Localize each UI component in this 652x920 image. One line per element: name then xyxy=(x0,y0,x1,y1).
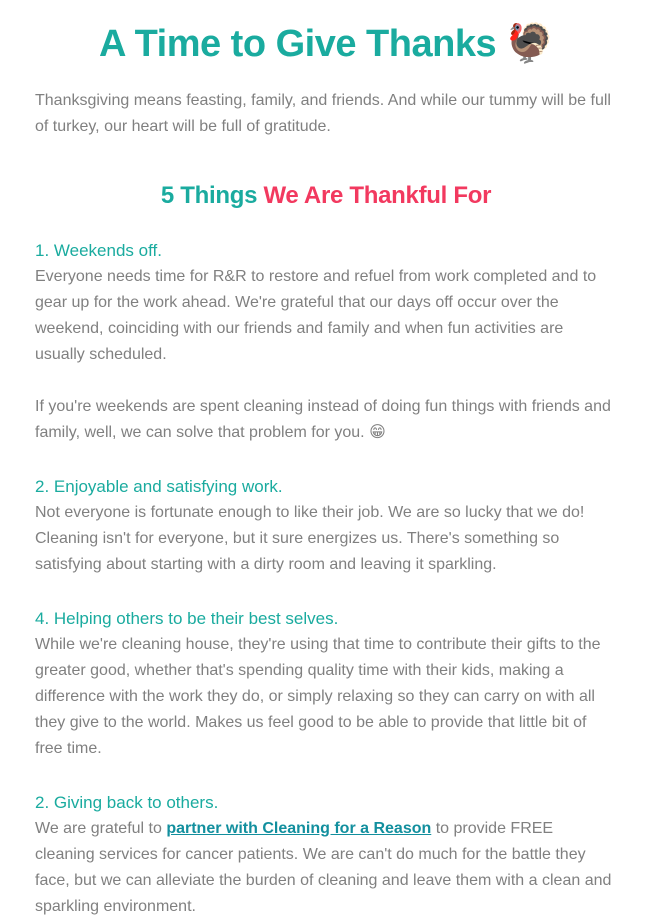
link-paragraph-after: to provide FREE cleaning services for cancer patients. We are can't do much for the battle they face, but we can alleviate the burden of cleaning and leave them with a clean and sparkling environment. xyxy=(35,820,612,915)
subheading-pink-part: We Are Thankful For xyxy=(263,182,492,209)
subheading-teal-part: 5 Things xyxy=(160,182,264,209)
page-title: A Time to Give Thanks 🦃 xyxy=(99,23,553,65)
section-paragraph: If you're weekends are spent cleaning instead of doing fun things with friends and family, well, we can solve that problem for you. 😁 xyxy=(35,398,611,441)
section-paragraph: While we're cleaning house, they're using that time to contribute their gifts to the greater good, whether that's spending quality time with their kids, making a difference with the work they do, or simply relaxing so they can carry on with all they give to the world. Makes us feel good to be able to provide that little bit of free time. xyxy=(35,636,601,757)
subheading xyxy=(35,182,617,210)
link-paragraph-before: We are grateful to xyxy=(35,820,167,837)
section-enjoyable-work xyxy=(35,474,617,578)
section-paragraph: Not everyone is fortunate enough to like their job. We are so lucky that we do! Cleaning isn't for everyone, but it sure energizes us. There's something so satisfying about starting with a dirty room and leaving it sparkling. xyxy=(35,504,585,573)
section-helping-others xyxy=(35,606,617,762)
section-paragraph xyxy=(35,816,617,920)
intro-paragraph: Thanksgiving means feasting, family, and friends. And while our tummy will be full of turkey, our heart will be full of gratitude. xyxy=(35,92,611,135)
section-heading: 4. Helping others to be their best selves. xyxy=(35,609,339,628)
section-giving-back xyxy=(35,790,617,920)
section-heading: 2. Giving back to others. xyxy=(35,793,219,812)
section-heading: 2. Enjoyable and satisfying work. xyxy=(35,477,283,496)
section-heading: 1. Weekends off. xyxy=(35,241,162,260)
section-weekends-off xyxy=(35,238,617,446)
cleaning-for-a-reason-link[interactable]: partner with Cleaning for a Reason xyxy=(166,820,432,837)
section-paragraph: Everyone needs time for R&R to restore and refuel from work completed and to gear up for the work ahead. We're grateful that our days off occur over the weekend, coinciding with our friends and family and when fun activities are usually scheduled. xyxy=(35,268,597,363)
